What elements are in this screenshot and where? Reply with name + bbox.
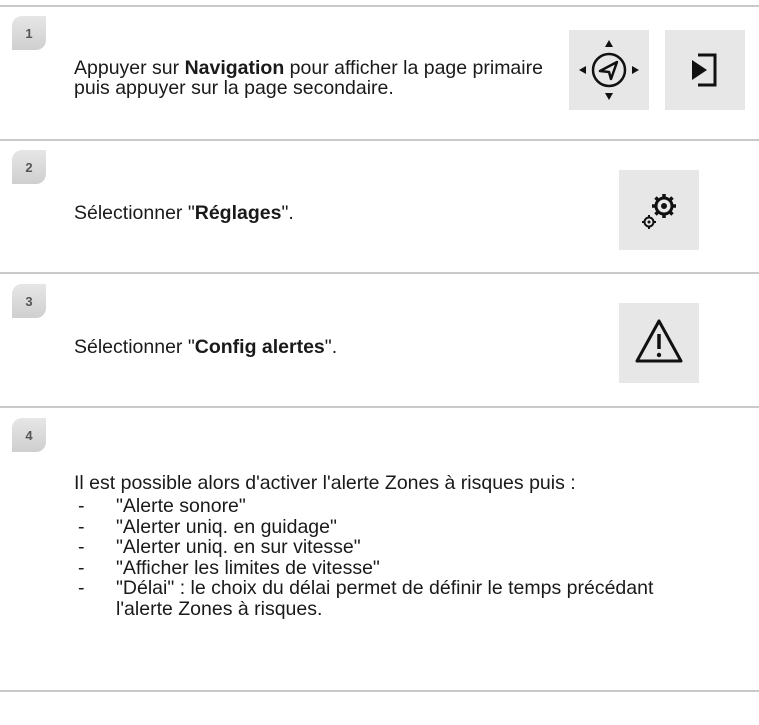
list-item: - "Délai" : le choix du délai permet de définir le temps précédant l'alerte Zones à risques. xyxy=(74,578,714,619)
step-number-badge: 3 xyxy=(12,284,46,318)
settings-gears-icon xyxy=(619,170,699,250)
alerts-config-tile[interactable] xyxy=(619,303,699,383)
divider xyxy=(0,5,759,7)
divider xyxy=(0,690,759,692)
step-number-badge: 2 xyxy=(12,150,46,184)
reglages-keyword: Réglages xyxy=(194,202,282,224)
step-number-badge: 1 xyxy=(12,16,46,50)
list-item: - "Alerte sonore" xyxy=(74,496,714,517)
step-2-text: Sélectionner "Réglages". xyxy=(74,202,294,224)
divider xyxy=(0,406,759,408)
config-alertes-keyword: Config alertes xyxy=(194,336,325,358)
list-item: - "Alerter uniq. en sur vitesse" xyxy=(74,537,714,558)
divider xyxy=(0,139,759,141)
list-item: - "Alerter uniq. en guidage" xyxy=(74,517,714,538)
step-4-intro: Il est possible alors d'activer l'alerte Zones à risques puis : xyxy=(74,472,576,494)
secondary-page-icon xyxy=(665,30,745,110)
settings-tile[interactable] xyxy=(619,170,699,250)
step-3-text: Sélectionner "Config alertes". xyxy=(74,336,338,358)
step-1-text: Appuyer sur Navigation pour afficher la page primaire puis appuyer sur la page secondaire. xyxy=(74,57,543,99)
list-item: - "Afficher les limites de vitesse" xyxy=(74,558,714,579)
navigation-compass-tile[interactable] xyxy=(569,30,649,110)
warning-triangle-icon xyxy=(619,303,699,383)
step-number-badge: 4 xyxy=(12,418,46,452)
navigation-keyword: Navigation xyxy=(184,57,285,79)
divider xyxy=(0,272,759,274)
navigation-compass-icon xyxy=(569,30,649,110)
secondary-page-tile[interactable] xyxy=(665,30,745,110)
alert-options-list xyxy=(74,496,714,619)
